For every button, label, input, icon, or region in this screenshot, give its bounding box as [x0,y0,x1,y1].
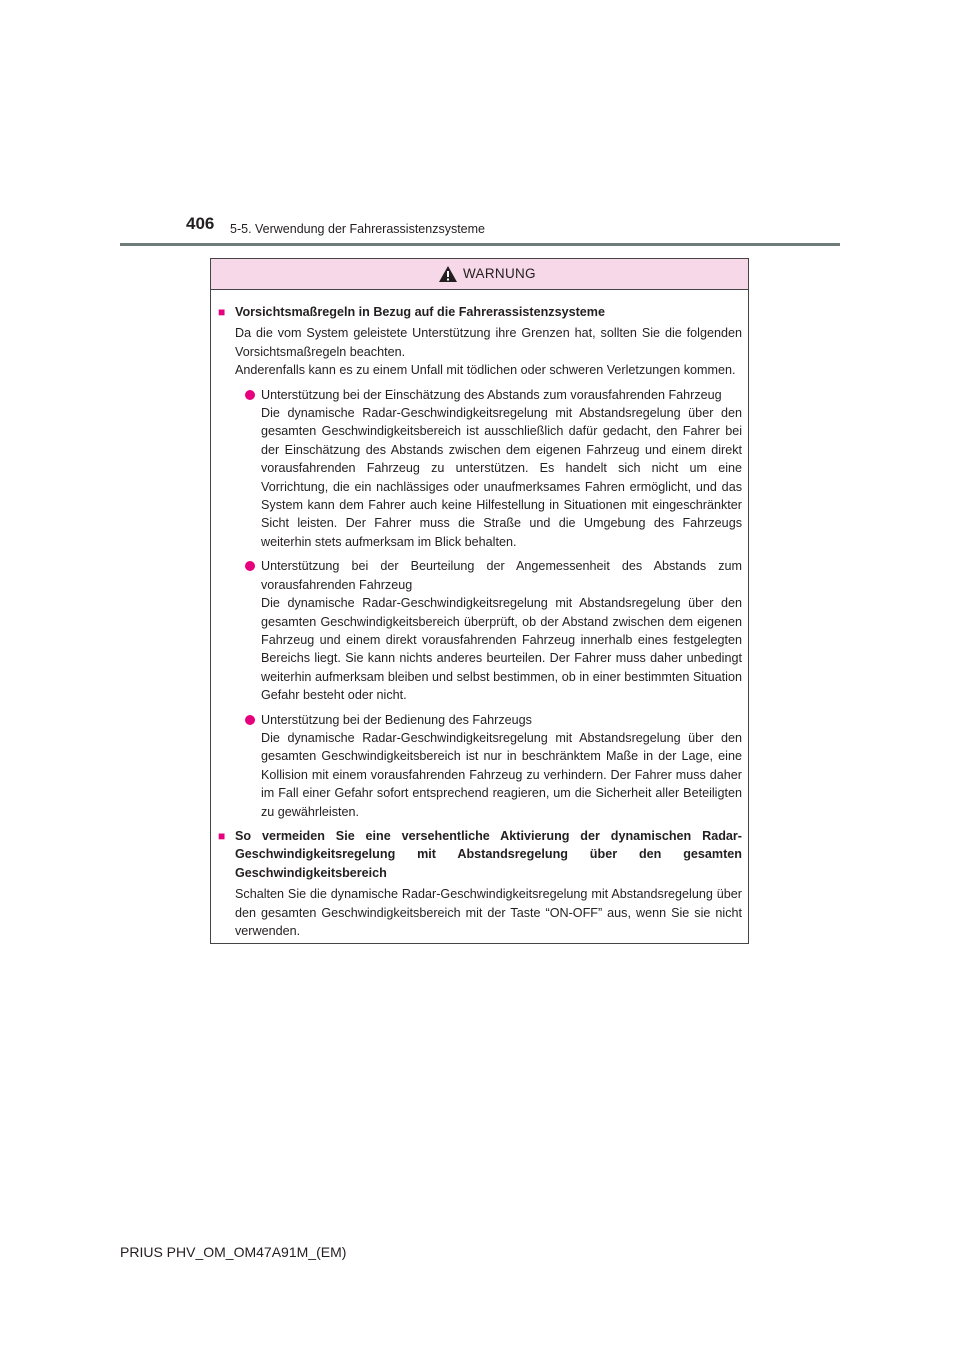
warning-section-avoid-activation [217,827,742,940]
bullet-text: Die dynamische Radar-Geschwindigkeitsregelung mit Abstandsregelung über den gesamten Geschwindigkeitsbereich ist ausschließlich dafür gedacht, den Fahrer bei der Einschätzung des Abstands zwischen dem eigenen Fahrzeug und einem direkt vorausfahrenden Fahrzeug zu unterstützen. Es handelt sich nicht um eine Vorrichtung, die ein nachlässiges oder unaufmerksames Fahren ermöglicht, und das System kann dem Fahrer auch keine Hilfestellung in Situationen mit eingeschränkter Sicht leisten. Der Fahrer muss die Straße und die Umgebung des Fahrzeugs weiterhin stets aufmerksam im Blick behalten. [261,406,742,549]
header-divider [120,243,840,246]
section-heading: Vorsichtsmaßregeln in Bezug auf die Fahrerassistenzsysteme [235,305,606,319]
warning-triangle-icon [438,265,458,283]
bullet-text: Die dynamische Radar-Geschwindigkeitsregelung mit Abstandsregelung über den gesamten Geschwindigkeitsbereich überprüft, ob der Abstand zwischen dem eigenen Fahrzeug und einem direkt vorausfahrenden Fahrzeug innerhalb eines festgelegten Bereichs liegt. Sie kann nichts anderes beurteilen. Der Fahrer muss daher unbedingt weiterhin aufmerksam bleiben und selbst bestimmen, ob in einer bestimmten Situation Gefahr besteht oder nicht. [261,596,742,703]
bullet-title: Unterstützung bei der Einschätzung des Abstands zum vorausfahrenden Fahrzeug [261,387,722,402]
bullet-item [235,557,742,704]
page-number: 406 [186,214,215,233]
square-bullet-icon: ■ [218,828,226,843]
section-heading: So vermeiden Sie eine versehentliche Aktivierung der dynamischen Radar-Geschwindigkeitsregelung mit Abstandsregelung über den gesamten Geschwindigkeitsbereich [235,828,742,880]
warning-body [211,290,748,940]
warning-title: WARNUNG [463,266,536,281]
circle-bullet-icon [245,390,255,400]
circle-bullet-icon [245,561,255,571]
page-header [0,0,960,250]
bullet-title: Unterstützung bei der Bedienung des Fahrzeugs [261,712,532,727]
paragraph: Da die vom System geleistete Unterstützung ihre Grenzen hat, sollten Sie die folgenden Vorsichtsmaßregeln beachten. [235,326,742,359]
bullet-item [235,386,742,552]
bullet-text: Die dynamische Radar-Geschwindigkeitsregelung mit Abstandsregelung über den gesamten Geschwindigkeitsbereich ist nur in beschränktem Maße in der Lage, eine Kollision mit einem vorausfahrenden Fahrzeug zu verhindern. Der Fahrer muss daher im Fall einer Gefahr sofort entsprechend reagieren, um die Sicherheit aller Beteiligten zu gewährleisten. [261,730,742,819]
paragraph: Schalten Sie die dynamische Radar-Geschwindigkeitsregelung mit Abstandsregelung über den gesamten Geschwindigkeitsbereich mit der Taste “ON-OFF” aus, wenn Sie sie nicht verwenden. [235,887,742,938]
bullet-title: Unterstützung bei der Beurteilung der Angemessenheit des Abstands zum vorausfahrenden Fahrzeug [261,559,742,592]
square-bullet-icon: ■ [218,305,226,319]
section-title: 5-5. Verwendung der Fahrerassistenzsysteme [230,222,485,236]
warning-header [211,259,748,290]
warning-section-precautions [217,303,742,821]
warning-box [210,258,749,944]
paragraph: Anderenfalls kann es zu einem Unfall mit tödlichen oder schweren Verletzungen kommen. [235,363,736,378]
circle-bullet-icon [245,715,255,725]
document-code: PRIUS PHV_OM_OM47A91M_(EM) [120,1244,347,1260]
bullet-item [235,711,742,821]
